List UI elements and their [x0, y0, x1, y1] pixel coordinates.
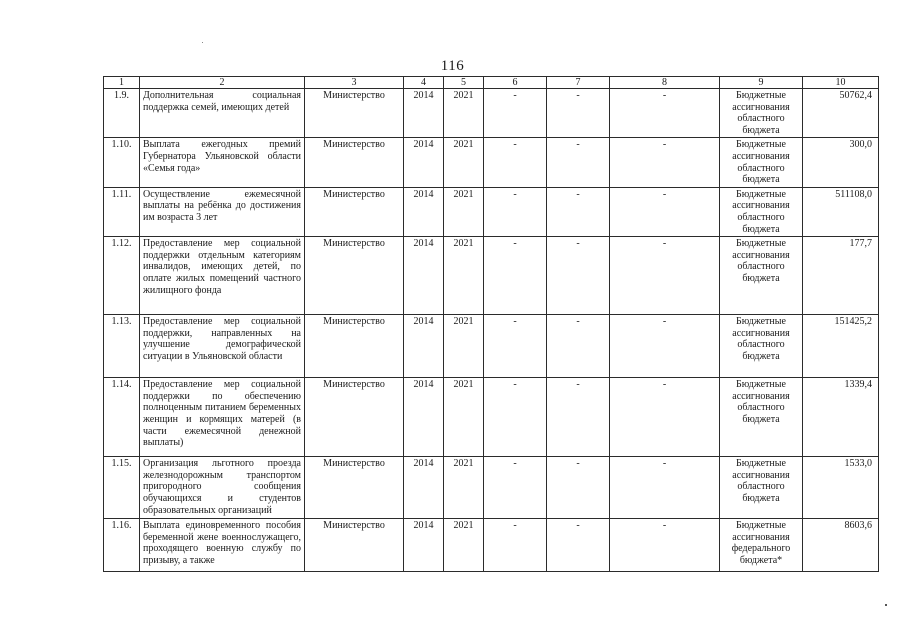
column-header: 5 [444, 77, 484, 89]
end-year: 2021 [444, 187, 484, 236]
table-row [104, 378, 879, 457]
table-row [104, 519, 879, 572]
activity-name: Предоставление мер социальной поддержки по обеспечению полноценным питанием беременных женщин и кормящих матерей (в части ежемесячной денежной выплаты) [140, 378, 305, 457]
activity-name: Организация льготного проезда железнодорожным транспортом пригородного сообщения обучающихся и студентов образовательных организаций [140, 457, 305, 519]
column-header: 10 [803, 77, 879, 89]
start-year: 2014 [404, 237, 444, 315]
executor: Министерство [305, 457, 404, 519]
column-header: 9 [720, 77, 803, 89]
table-row [104, 138, 879, 187]
funding-amount: 50762,4 [803, 89, 879, 138]
end-year: 2021 [444, 519, 484, 572]
activity-name: Предоставление мер социальной поддержки отдельным категориям инвалидов, имеющих детей, по оплате жилых помещений частного жилищного фонда [140, 237, 305, 315]
funding-amount: 151425,2 [803, 315, 879, 378]
start-year: 2014 [404, 138, 444, 187]
funding-source: Бюджетные ассигнования федерального бюджета* [720, 519, 803, 572]
activity-name: Осуществление ежемесячной выплаты на ребёнка до достижения им возраста 3 лет [140, 187, 305, 236]
row-number: 1.15. [104, 457, 140, 519]
executor: Министерство [305, 315, 404, 378]
col8-value: - [610, 378, 720, 457]
funding-amount: 1533,0 [803, 457, 879, 519]
col7-value: - [547, 378, 610, 457]
end-year: 2021 [444, 138, 484, 187]
start-year: 2014 [404, 315, 444, 378]
table-row [104, 187, 879, 236]
col7-value: - [547, 315, 610, 378]
col7-value: - [547, 187, 610, 236]
funding-source: Бюджетные ассигнования областного бюджета [720, 237, 803, 315]
row-number: 1.16. [104, 519, 140, 572]
funding-source: Бюджетные ассигнования областного бюджета [720, 89, 803, 138]
end-year: 2021 [444, 378, 484, 457]
table-row [104, 457, 879, 519]
col6-value: - [484, 138, 547, 187]
col8-value: - [610, 237, 720, 315]
col8-value: - [610, 89, 720, 138]
start-year: 2014 [404, 519, 444, 572]
col8-value: - [610, 457, 720, 519]
activity-name: Дополнительная социальная поддержка семей, имеющих детей [140, 89, 305, 138]
funding-source: Бюджетные ассигнования областного бюджета [720, 378, 803, 457]
funding-amount: 177,7 [803, 237, 879, 315]
activity-name: Выплата единовременного пособия беременной жене военнослужащего, проходящего военную службу по призыву, а также [140, 519, 305, 572]
table-row [104, 315, 879, 378]
program-table-wrapper [103, 76, 879, 572]
col7-value: - [547, 519, 610, 572]
row-number: 1.11. [104, 187, 140, 236]
col6-value: - [484, 378, 547, 457]
activity-name: Выплата ежегодных премий Губернатора Ульяновской области «Семья года» [140, 138, 305, 187]
executor: Министерство [305, 187, 404, 236]
col6-value: - [484, 89, 547, 138]
column-header: 4 [404, 77, 444, 89]
end-year: 2021 [444, 89, 484, 138]
end-year: 2021 [444, 237, 484, 315]
row-number: 1.9. [104, 89, 140, 138]
funding-source: Бюджетные ассигнования областного бюджета [720, 315, 803, 378]
column-header: 2 [140, 77, 305, 89]
row-number: 1.12. [104, 237, 140, 315]
funding-amount: 8603,6 [803, 519, 879, 572]
activity-name: Предоставление мер социальной поддержки, направленных на улучшение демографической ситуации в Ульяновской области [140, 315, 305, 378]
column-header: 8 [610, 77, 720, 89]
page-number: 116 [440, 58, 465, 74]
col6-value: - [484, 315, 547, 378]
end-year: 2021 [444, 457, 484, 519]
table-row [104, 237, 879, 315]
executor: Министерство [305, 138, 404, 187]
end-year: 2021 [444, 315, 484, 378]
scan-speck [202, 42, 203, 43]
row-number: 1.13. [104, 315, 140, 378]
col8-value: - [610, 138, 720, 187]
funding-amount: 511108,0 [803, 187, 879, 236]
executor: Министерство [305, 519, 404, 572]
executor: Министерство [305, 237, 404, 315]
col8-value: - [610, 315, 720, 378]
col8-value: - [610, 519, 720, 572]
funding-source: Бюджетные ассигнования областного бюджета [720, 138, 803, 187]
executor: Министерство [305, 378, 404, 457]
row-number: 1.10. [104, 138, 140, 187]
start-year: 2014 [404, 187, 444, 236]
col6-value: - [484, 457, 547, 519]
table-row [104, 89, 879, 138]
row-number: 1.14. [104, 378, 140, 457]
col7-value: - [547, 89, 610, 138]
funding-amount: 1339,4 [803, 378, 879, 457]
col8-value: - [610, 187, 720, 236]
program-activities-table [103, 76, 879, 572]
column-number-row [104, 77, 879, 89]
executor: Министерство [305, 89, 404, 138]
start-year: 2014 [404, 378, 444, 457]
funding-source: Бюджетные ассигнования областного бюджета [720, 457, 803, 519]
column-header: 3 [305, 77, 404, 89]
col7-value: - [547, 138, 610, 187]
col7-value: - [547, 237, 610, 315]
funding-source: Бюджетные ассигнования областного бюджета [720, 187, 803, 236]
funding-amount: 300,0 [803, 138, 879, 187]
column-header: 6 [484, 77, 547, 89]
col6-value: - [484, 519, 547, 572]
column-header: 7 [547, 77, 610, 89]
column-header: 1 [104, 77, 140, 89]
start-year: 2014 [404, 457, 444, 519]
col7-value: - [547, 457, 610, 519]
scan-speck [885, 604, 887, 606]
col6-value: - [484, 237, 547, 315]
start-year: 2014 [404, 89, 444, 138]
col6-value: - [484, 187, 547, 236]
